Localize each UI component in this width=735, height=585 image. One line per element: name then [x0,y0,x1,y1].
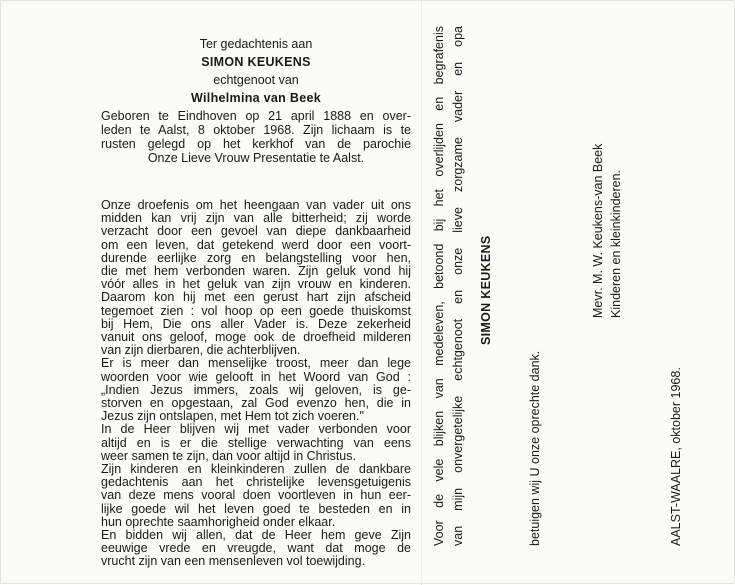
biography [101,109,411,165]
memorial-text-line: vóór alles in het geluk van zijn vrouw en kinderen. [101,277,411,292]
spouse-name: Wilhelmina van Beek [191,91,321,105]
thanks-line-1: Voor de vele blijken van medeleven, betoond bij het overlijden en begrafenis [432,26,446,546]
memorial-text-line: tegemoet zien : vol hoop op een goede thuiskomst [101,303,411,318]
memorial-text-line: gedachtenis aan het christelijke levensgetuigenis [101,475,411,490]
memorial-text-line: van zijn dierbaren, die achterblijven. [101,343,301,358]
memorial-text-line: hun oprechte saamhorigheid onder elkaar. [101,514,336,529]
bio-line: leden te Aalst, 8 oktober 1968. Zijn lichaam is te [101,123,411,137]
memorial-text-line: vanuit ons geloof, moge ook de droefheid milderen [101,330,411,345]
bio-line: rusten gelegd op het kerkhof van de parochie [101,137,411,151]
left-page [101,35,411,569]
bio-line: Geboren te Eindhoven op 21 april 1888 en over- [101,109,411,123]
memorial-text-line: storven en opgestaan, zal God evenzo hen, die in [101,396,411,411]
thanks-line-2: van mijn onvergetelijke echtgenoot en onze lieve zorgzame vader en opa [451,26,465,546]
memorial-text-line: bij Hem, Die ons aller Vader is. Deze zekerheid [101,316,411,331]
place-date: AALST-WAALRE, oktober 1968. [669,367,683,546]
memorial-text-line: altijd en is er die stellige verwachting van eens [101,435,411,450]
bio-line: Onze Lieve Vrouw Presentatie te Aalst. [147,151,365,165]
memorial-text-line: Onze droefenis om het heengaan van vader uit ons [101,198,411,212]
thanks-line-1-wrap [432,26,446,546]
memorial-text-line: die met hem verbonden waren. Zijn geluk vond hij [101,264,411,279]
memorial-text-line: verzacht door een gevoel van diepe dankbaarheid [101,224,411,239]
memorial-text-line: Zijn kinderen en kleinkinderen zullen de dankbare [101,462,411,477]
signature-line-2: Kinderen en kleinkinderen. [609,169,623,318]
memorial-text-line: Daarom kon hij met een gerust hart zijn afscheid [101,290,411,305]
memorial-text-line: lijke goede wil het leven goed te besteden en in [101,501,411,516]
thanks-name: SIMON KEUKENS [479,235,493,345]
memorial-text-line: In de Heer blijven wij met vader verbonden voor [101,422,411,437]
memorial-text-line: om een leven, dat getekend werd door een voort- [101,237,411,252]
memorial-text [101,199,411,569]
memorial-text-line: durende eerlijke zorg en belangstelling voor hen, [101,250,411,265]
memorial-text-line: Jezus zijn ontslapen, met Hem tot zich voeren." [101,409,364,424]
memorial-text-line: midden kan vrij zijn van alle bitterheid; zij worde [101,211,411,226]
memorial-text-line: vrucht zijn van een mensenleven vol toewijding. [101,554,366,569]
memorial-text-line: weer samen te zijn, dan voor altijd in Christus. [101,448,356,463]
memorial-text-line: „Indien Jezus immers, zoals wij geloven, is ge- [101,382,411,397]
spouse-intro: echtgenoot van [213,73,299,87]
memorial-text-line: eeuwige vrede en vreugde, want dat moge de [101,541,411,556]
thanks-line-2-wrap [451,26,465,546]
memorial-text-line: woorden voor wie gelooft in het Woord van God : [101,369,411,384]
signature-line-1: Mevr. M. W. Keukens-van Beek [591,143,605,318]
memorial-text-line: Er is meer dan menselijke troost, meer dan lege [101,356,411,371]
thanks-line-3: betuigen wij U onze oprechte dank. [528,350,542,546]
intro-text: Ter gedachtenis aan [199,37,313,51]
memorial-text-line: van deze mens vooral doen voortleven in hun eer- [101,488,411,503]
card-fold-line [421,1,422,585]
memorial-text-line: En bidden wij allen, dat de Heer hem geve Zijn [101,528,411,543]
deceased-name: SIMON KEUKENS [201,55,311,69]
